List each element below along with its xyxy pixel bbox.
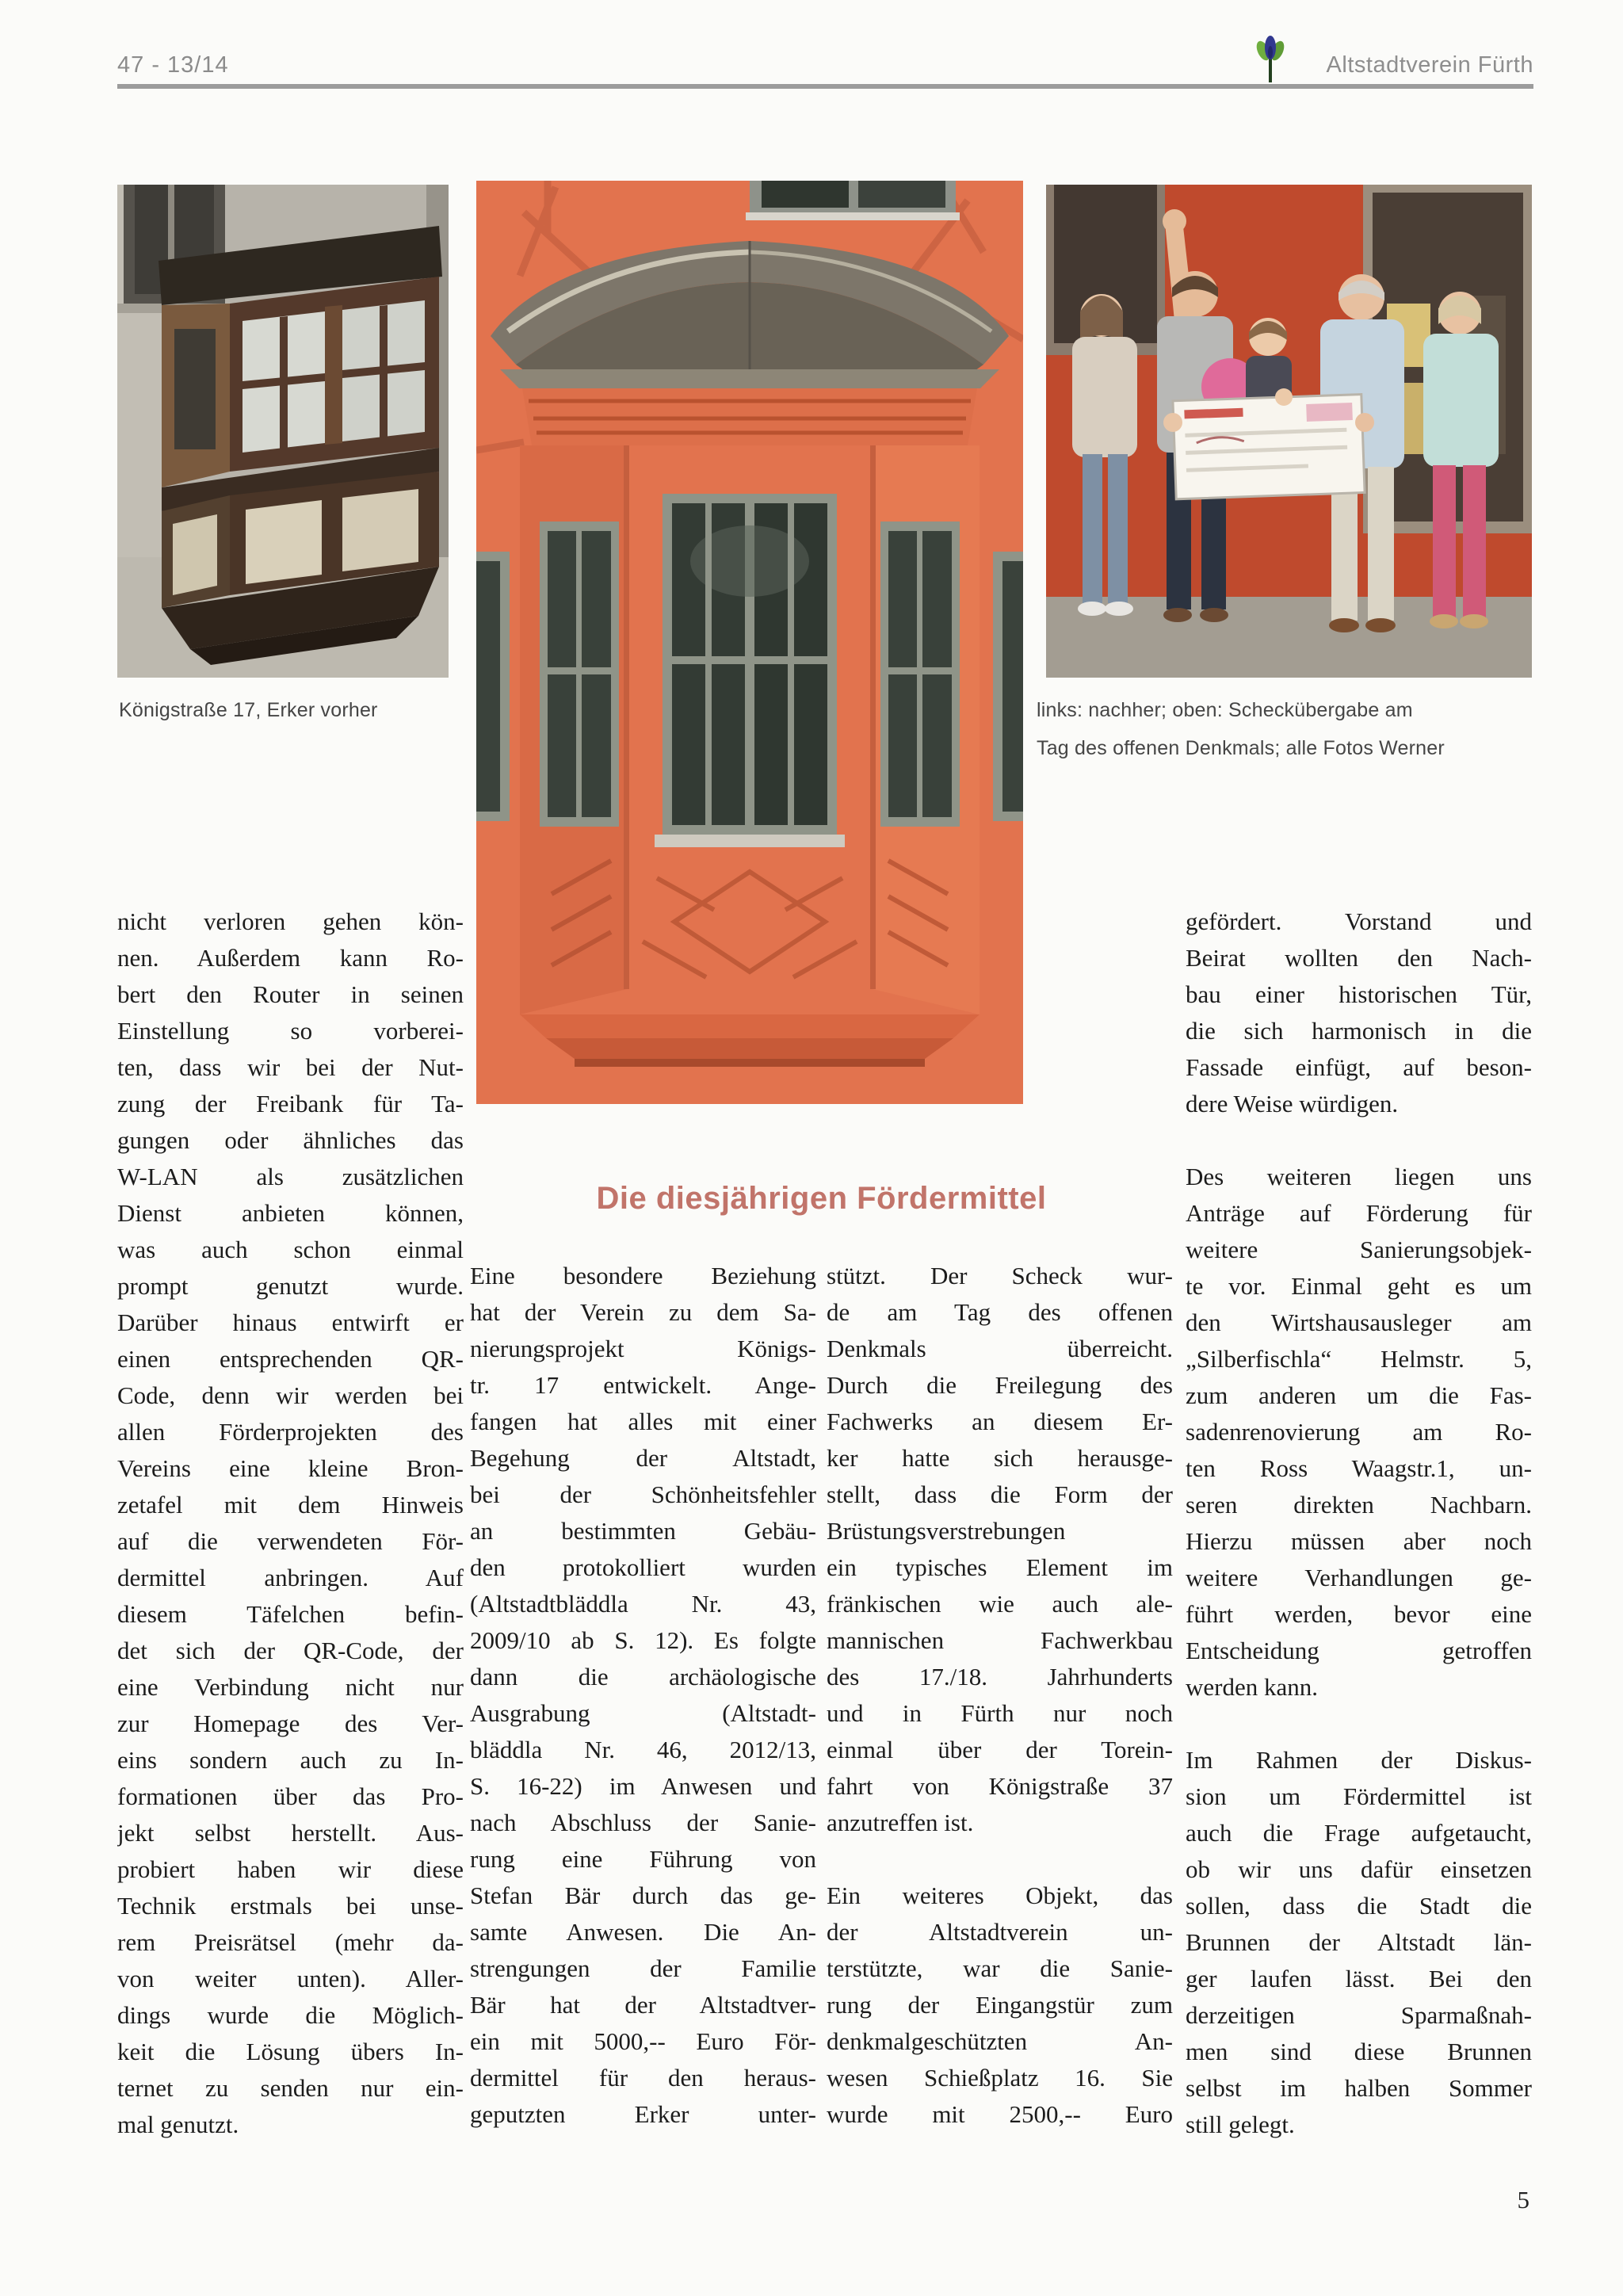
text-line: W-LAN als zusätzlichen [117,1163,464,1190]
text-line: gefördert. Vorstand und [1186,907,1532,935]
text-line: formationen über das Pro- [117,1782,464,1810]
paragraph [1186,904,1532,1122]
caption-line: links: nachher; oben: Scheckübergabe am [1037,699,1413,721]
text-line: der Altstadtverein un- [827,1918,1173,1946]
text-line: men sind diese Brunnen [1186,2038,1532,2065]
text-line: probiert haben wir diese [117,1855,464,1883]
text-column-2 [470,1258,816,2133]
text-line: was auch schon einmal [117,1236,464,1263]
text-line: an bestimmten Gebäu- [470,1517,816,1545]
text-line: stützt. Der Scheck wur- [827,1262,1173,1289]
article-heading: Die diesjährigen Fördermittel [596,1181,1047,1216]
text-line: terstützte, war die Sanie- [827,1954,1173,1982]
text-line: Code, denn wir werden bei [117,1381,464,1409]
paragraph [1186,1159,1532,1706]
text-column-1 [117,904,464,2143]
text-line: Denkmals überreicht. [827,1335,1173,1362]
text-line: allen Förderprojekten des [117,1418,464,1446]
text-line: Bär hat der Altstadtver- [470,1991,816,2019]
text-line: 2009/10 ab S. 12). Es folgte [470,1626,816,1654]
text-line: Eine besondere Beziehung [470,1262,816,1289]
paragraph [827,1878,1173,2133]
text-line: des 17./18. Jahrhunderts [827,1663,1173,1690]
text-line: sion um Fördermittel ist [1186,1782,1532,1810]
text-line: weitere Verhandlungen ge- [1186,1564,1532,1591]
bay-window-before-photo [117,185,449,678]
text-line: wesen Schießplatz 16. Sie [827,2064,1173,2092]
text-line: führt werden, bevor eine [1186,1600,1532,1628]
text-line: derzeitigen Sparmaßnah- [1186,2001,1532,2029]
text-line: ker hatte sich herausge- [827,1444,1173,1472]
text-line: mal genutzt. [117,2111,239,2138]
paragraph [470,1258,816,2133]
text-line: den protokolliert wurden [470,1553,816,1581]
text-line: Dienst anbieten können, [117,1199,464,1227]
text-line: Beirat wollten den Nach- [1186,944,1532,972]
text-line: stellt, dass die Form der [827,1480,1173,1508]
text-line: Technik erstmals bei unse- [117,1892,464,1920]
tree-logo-icon [1254,35,1287,86]
text-line: samte Anwesen. Die An- [470,1918,816,1946]
text-column-3 [827,1258,1173,2133]
text-line: die sich harmonisch in die [1186,1017,1532,1045]
text-line: weitere Sanierungsobjek- [1186,1236,1532,1263]
text-line: Entscheidung getroffen [1186,1637,1532,1664]
text-line: jekt selbst herstellt. Aus- [117,1819,464,1847]
text-line: Hierzu müssen aber noch [1186,1527,1532,1555]
text-line: fangen hat alles mit einer [470,1408,816,1435]
text-line: mannischen Fachwerkbau [827,1626,1173,1654]
text-line: dann die archäologische [470,1663,816,1690]
text-line: tr. 17 entwickelt. Ange- [470,1371,816,1399]
text-line: rung der Eingangstür zum [827,1991,1173,2019]
text-line: ger laufen lässt. Bei den [1186,1965,1532,1992]
text-line: geputzten Erker unter- [470,2100,816,2128]
text-line: Vereins eine kleine Bron- [117,1454,464,1482]
caption-left-photo: Königstraße 17, Erker vorher [119,699,378,721]
text-line: dermittel anbringen. Auf [117,1564,464,1591]
text-line: gungen oder ähnliches das [117,1126,464,1154]
text-line: fahrt von Königstraße 37 [827,1772,1173,1800]
text-line: anzutreffen ist. [827,1809,974,1836]
text-line: te vor. Einmal geht es um [1186,1272,1532,1300]
text-line: strengungen der Familie [470,1954,816,1982]
text-line: S. 16-22) im Anwesen und [470,1772,816,1800]
text-line: wurde mit 2500,-- Euro [827,2100,1173,2128]
text-line: Im Rahmen der Diskus- [1186,1746,1532,1774]
paragraph [827,1258,1173,1841]
text-line: Einstellung so vorberei- [117,1017,464,1045]
text-line: Brüstungsverstrebungen [827,1517,1066,1545]
page-number: 5 [1517,2186,1529,2214]
text-line: dermittel für den heraus- [470,2064,816,2092]
text-line: nicht verloren gehen kön- [117,907,464,935]
text-line: bläddla Nr. 46, 2012/13, [470,1736,816,1763]
text-line: (Altstadtbläddla Nr. 43, [470,1590,816,1618]
text-line: Des weiteren liegen uns [1186,1163,1532,1190]
caption-line: Tag des offenen Denkmals; alle Fotos Werner [1037,737,1445,759]
text-line: Ausgrabung (Altstadt- [470,1699,816,1727]
text-line: sollen, dass die Stadt die [1186,1892,1532,1920]
text-line: zung der Freibank für Ta- [117,1090,464,1117]
text-line: Ein weiteres Objekt, das [827,1881,1173,1909]
text-line: nen. Außerdem kann Ro- [117,944,464,972]
brand-title: Altstadtverein Fürth [1326,52,1533,78]
text-line: eins sondern auch zu In- [117,1746,464,1774]
caption-right-photo [1037,691,1544,767]
check-handover-photo [1046,185,1532,678]
text-line: diesem Täfelchen befin- [117,1600,464,1628]
text-line: Fassade einfügt, auf beson- [1186,1053,1532,1081]
paragraph [117,904,464,2143]
text-line: det sich der QR-Code, der [117,1637,464,1664]
text-line: von weiter unten). Aller- [117,1965,464,1992]
text-line: den Wirtshausausleger am [1186,1308,1532,1336]
text-line: auf die verwendeten För- [117,1527,464,1555]
text-line: ein typisches Element im [827,1553,1173,1581]
text-line: rung eine Führung von [470,1845,816,1873]
text-line: ein mit 5000,-- Euro För- [470,2027,816,2055]
text-line: zum anderen um die Fas- [1186,1381,1532,1409]
text-line: dere Weise würdigen. [1186,1090,1399,1117]
text-line: Begehung der Altstadt, [470,1444,816,1472]
text-line: dings wurde die Möglich- [117,2001,464,2029]
text-line: einmal über der Torein- [827,1736,1173,1763]
text-line: Fachwerks an diesem Er- [827,1408,1173,1435]
text-line: nach Abschluss der Sanie- [470,1809,816,1836]
text-line: nierungsprojekt Königs- [470,1335,816,1362]
text-line: ternet zu senden nur ein- [117,2074,464,2102]
header-rule [117,84,1533,89]
text-column-4 [1186,904,1532,2143]
text-line: zur Homepage des Ver- [117,1710,464,1737]
text-line: Brunnen der Altstadt län- [1186,1928,1532,1956]
text-line: einen entsprechenden QR- [117,1345,464,1373]
text-line: selbst im halben Sommer [1186,2074,1532,2102]
text-line: ten Ross Waagstr.1, un- [1186,1454,1532,1482]
text-line: de am Tag des offenen [827,1298,1173,1326]
logo-trunk [1269,55,1272,82]
text-line: ten, dass wir bei der Nut- [117,1053,464,1081]
text-line: denkmalgeschützten An- [827,2027,1173,2055]
text-line: Anträge auf Förderung für [1186,1199,1532,1227]
text-line: bert den Router in seinen [117,980,464,1008]
issue-number: 47 - 13/14 [117,52,229,78]
text-line: werden kann. [1186,1673,1318,1701]
text-line: rem Preisrätsel (mehr da- [117,1928,464,1956]
text-line: still gelegt. [1186,2111,1295,2138]
text-line: fränkischen wie auch ale- [827,1590,1173,1618]
text-line: und in Fürth nur noch [827,1699,1173,1727]
text-line: auch die Frage aufgetaucht, [1186,1819,1532,1847]
text-line: Durch die Freilegung des [827,1371,1173,1399]
text-line: eine Verbindung nicht nur [117,1673,464,1701]
text-line: bei der Schönheitsfehler [470,1480,816,1508]
text-line: Darüber hinaus entwirft er [117,1308,464,1336]
text-line: „Silberfischla“ Helmstr. 5, [1186,1345,1532,1373]
text-line: keit die Lösung übers In- [117,2038,464,2065]
text-line: hat der Verein zu dem Sa- [470,1298,816,1326]
text-line: seren direkten Nachbarn. [1186,1491,1532,1519]
orange-facade-bay-window-photo [476,181,1023,1104]
text-line: bau einer historischen Tür, [1186,980,1532,1008]
text-line: zetafel mit dem Hinweis [117,1491,464,1519]
text-line: ob wir uns dafür einsetzen [1186,1855,1532,1883]
text-line: Stefan Bär durch das ge- [470,1881,816,1909]
text-line: prompt genutzt wurde. [117,1272,464,1300]
paragraph [1186,1742,1532,2143]
text-line: sadenrenovierung am Ro- [1186,1418,1532,1446]
